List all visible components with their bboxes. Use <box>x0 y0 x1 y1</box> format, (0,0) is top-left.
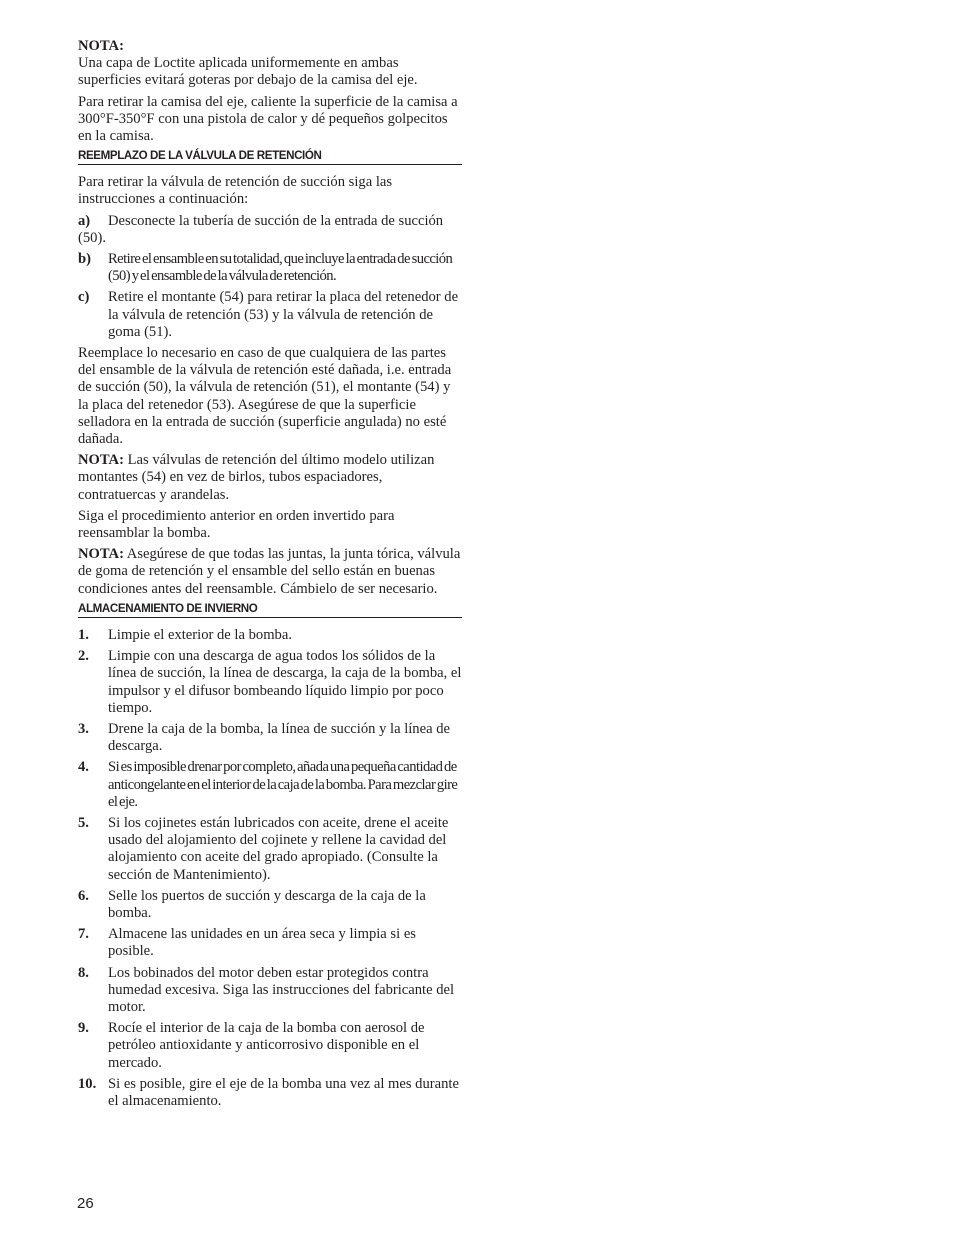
nota-label: NOTA: <box>78 38 124 54</box>
list-item <box>78 1020 462 1072</box>
list-number: 3. <box>78 720 89 737</box>
list-item <box>78 721 462 755</box>
list-number: 8. <box>78 964 89 981</box>
list-text: Almacene las unidades en un área seca y limpia si es posible. <box>108 926 416 960</box>
nota-label: NOTA: <box>78 452 124 469</box>
list-number: 4. <box>78 759 89 776</box>
nota-loctite <box>78 38 462 90</box>
list-text: Limpie el exterior de la bomba. <box>108 626 292 643</box>
winter-storage-list <box>78 627 462 1110</box>
list-text: Si es posible, gire el eje de la bomba una vez al mes durante el almacenamiento. <box>108 1075 459 1109</box>
step-marker: c) <box>78 289 90 306</box>
list-number: 2. <box>78 648 89 665</box>
step-text: Retire el montante (54) para retirar la placa del retenedor de la válvula de retención (53) y la válvula de retención de goma (51). <box>108 289 459 340</box>
nota-text: Una capa de Loctite aplicada uniformemente en ambas superficies evitará goteras por debajo de la camisa del eje. <box>78 55 418 89</box>
step-a <box>78 213 462 247</box>
list-text: Drene la caja de la bomba, la línea de succión y la línea de descarga. <box>108 720 450 755</box>
list-item <box>78 627 462 644</box>
list-number: 7. <box>78 926 89 943</box>
list-text: Limpie con una descarga de agua todos los sólidos de la línea de succión, la línea de descarga, la caja de la bomba, el impulsor y el difusor bombeando líquido limpio por poco tiempo. <box>108 648 462 716</box>
list-item <box>78 648 462 717</box>
section-heading-valvula: REEMPLAZO DE LA VÁLVULA DE RETENCIÓN <box>78 149 462 165</box>
list-item <box>78 926 462 960</box>
paragraph-intro: Para retirar la válvula de retención de succión siga las instrucciones a continuación: <box>78 174 393 208</box>
nota-text: Las válvulas de retención del último modelo utilizan montantes (54) en vez de birlos, tubos espaciadores, contratuercas y arandelas. <box>78 452 435 503</box>
paragraph-reemplace: Reemplace lo necesario en caso de que cualquiera de las partes del ensamble de la válvula de retención esté dañada, i.e. entrada de succión (50), la válvula de retención (51), el montante (54) y la placa del retenedor (53). Asegúrese de que la superficie selladora en la entrada de succión (superficie angulada) no esté dañada. <box>78 345 452 448</box>
step-marker: a) <box>78 212 91 229</box>
nota-text: Asegúrese de que todas las juntas, la junta tórica, válvula de goma de retención y el ensamble del sello están en buenas condiciones antes del reensamble. Cámbielo de ser necesario. <box>78 546 461 597</box>
list-text: Los bobinados del motor deben estar protegidos contra humedad excesiva. Siga las instrucciones del fabricante del motor. <box>108 964 455 1015</box>
list-text: Si los cojinetes están lubricados con aceite, drene el aceite usado del alojamiento del cojinete y rellene la cavidad del alojamiento con aceite del grado apropiado. (Consulte la sección de Mantenimiento). <box>108 814 449 883</box>
list-number: 10. <box>78 1075 97 1092</box>
section-heading-almacenamiento: ALMACENAMIENTO DE INVIERNO <box>78 602 462 618</box>
step-text: Desconecte la tubería de succión de la entrada de succión (50). <box>78 212 444 246</box>
list-item <box>78 815 462 884</box>
step-marker: b) <box>78 251 91 268</box>
list-text: Si es imposible drenar por completo, añada una pequeña cantidad de anticongelante en el interior de la caja de la bomba. Para mezclar gire el eje. <box>108 759 458 810</box>
list-number: 1. <box>78 626 89 643</box>
nota-montantes <box>78 452 462 504</box>
list-number: 9. <box>78 1020 89 1037</box>
step-text: Retire el ensamble en su totalidad, que incluye la entrada de succión (50) y el ensamble de la válvula de retención. <box>108 251 453 285</box>
paragraph-siga: Siga el procedimiento anterior en orden invertido para reensamblar la bomba. <box>78 507 395 542</box>
page-number: 26 <box>77 1195 94 1212</box>
list-number: 6. <box>78 887 89 904</box>
list-item <box>78 888 462 922</box>
nota-label: NOTA: <box>78 546 124 563</box>
step-c <box>78 289 462 341</box>
list-item <box>78 965 462 1017</box>
nota-juntas <box>78 546 462 598</box>
list-number: 5. <box>78 814 89 831</box>
list-text: Selle los puertos de succión y descarga de la caja de la bomba. <box>108 887 426 921</box>
paragraph-camisa: Para retirar la camisa del eje, caliente la superficie de la camisa a 300°F-350°F con una pistola de calor y dé pequeños golpecitos en la camisa. <box>78 93 458 145</box>
list-text: Rocíe el interior de la caja de la bomba con aerosol de petróleo antioxidante y anticorrosivo disponible en el mercado. <box>108 1020 425 1071</box>
list-item <box>78 1076 462 1110</box>
step-b <box>78 251 462 285</box>
text-column <box>78 38 462 1114</box>
list-item <box>78 759 462 811</box>
